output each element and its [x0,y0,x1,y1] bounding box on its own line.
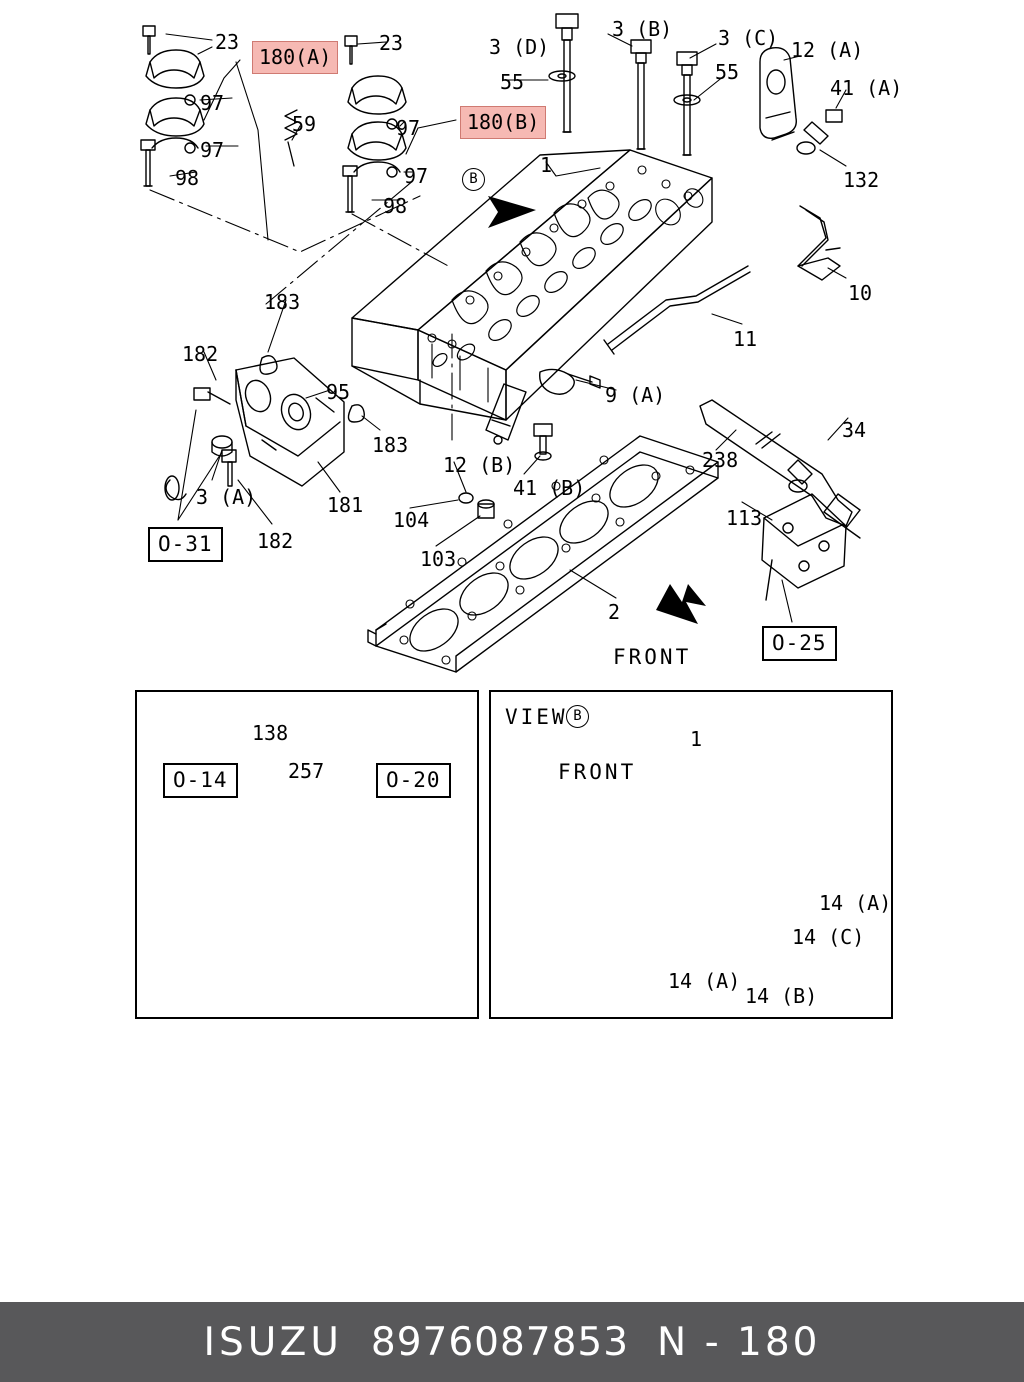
front-cover-181 [165,356,364,500]
section-b-arrow [488,196,536,228]
bracket-12a [760,48,842,154]
callout-c103: 103 [420,547,457,571]
front-label-main: FRONT [613,645,692,669]
callout-c183b: 183 [372,433,409,457]
callout-c59: 59 [292,112,317,136]
callout-c132: 132 [843,168,880,192]
footer-page-ref: N - 180 [657,1319,821,1365]
callout-c181: 181 [327,493,364,517]
callout-c9a: 9 (A) [605,383,666,407]
callout-cv1: 1 [690,727,703,751]
callout-c97b: 97 [396,116,421,140]
callout-highlight-c180a: 180(A) [252,41,338,74]
part-9a [540,369,600,394]
plug-104-103 [459,493,494,518]
callout-c14c: 14 (C) [792,925,865,949]
footer-brand: ISUZU [203,1319,343,1365]
callout-c97d: 97 [404,164,429,188]
callout-c12b: 12 (B) [443,453,516,477]
callout-c104: 104 [393,508,430,532]
callout-c23a: 23 [215,30,240,54]
callout-c3d: 3 (D) [489,35,550,59]
callout-c34: 34 [842,418,867,442]
callout-c3c: 3 (C) [718,26,779,50]
box-ref-o14: O-14 [163,763,238,798]
box-ref-o25: O-25 [762,626,837,661]
callout-c180a [252,47,338,67]
callout-c97a: 97 [200,91,225,115]
axis-lines [150,180,452,440]
callout-c180b [460,112,546,132]
callout-c11: 11 [733,327,758,351]
part-12b [486,384,552,460]
callout-c98b: 98 [383,194,408,218]
callout-c97c: 97 [200,138,225,162]
front-arrow-main [656,584,706,624]
callout-c113: 113 [726,506,763,530]
callout-c3b: 3 (B) [612,17,673,41]
front-label-view-b: FRONT [558,760,637,784]
callout-c14b: 14 (B) [745,984,818,1008]
callout-c55a: 55 [500,70,525,94]
view-b-label-text: VIEW [505,705,568,729]
bottom-left-panel [135,690,479,1019]
callout-c3a: 3 (A) [196,485,257,509]
footer-part-code: 8976087853 [370,1319,630,1365]
callout-highlight-c180b: 180(B) [460,106,546,139]
callout-c41b: 41 (B) [513,476,586,500]
pipe-10 [798,206,840,280]
callout-c182b: 182 [257,529,294,553]
callout-c238: 238 [702,448,739,472]
box-ref-o20: O-20 [376,763,451,798]
rocker-bearing-cap-a [141,26,204,190]
box-ref-o31: O-31 [148,527,223,562]
callout-c41a: 41 (A) [830,76,903,100]
callout-c257: 257 [288,759,325,783]
callout-c182a: 182 [182,342,219,366]
callout-c14a2: 14 (A) [819,891,892,915]
callout-c10: 10 [848,281,873,305]
callout-c98a: 98 [175,166,200,190]
callout-c55b: 55 [715,60,740,84]
footer-bar [0,1302,1024,1382]
callout-c23b: 23 [379,31,404,55]
callout-c95: 95 [326,380,351,404]
view-b-circle-letter: B [566,705,589,728]
cylinder-head-main [352,150,712,420]
pipe-11 [604,266,750,354]
callout-c2: 2 [608,600,621,624]
bracket-113 [762,494,846,600]
callout-c1: 1 [540,153,553,177]
callout-c138: 138 [252,721,289,745]
view-b-label [505,705,568,729]
callout-c12a: 12 (A) [791,38,864,62]
section-b-circle-letter: B [462,168,485,191]
callout-c14a1: 14 (A) [668,969,741,993]
callout-c183a: 183 [264,290,301,314]
